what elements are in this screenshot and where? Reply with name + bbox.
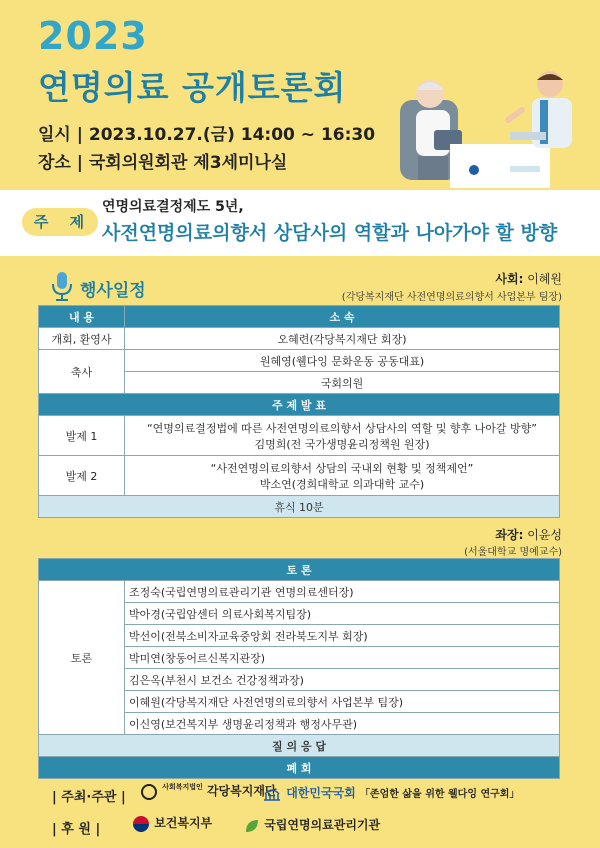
- schedule-table: [38, 305, 560, 518]
- event-title: 연명의료 공개토론회: [38, 68, 347, 107]
- discussion-header: 토 론: [39, 559, 560, 581]
- panelist: 박미연(창동어르신복지관장): [125, 647, 560, 669]
- col-content-header: 내 용: [39, 306, 125, 328]
- break-row: 휴식 10분: [39, 496, 560, 518]
- moderator-label: 사회:: [495, 272, 524, 286]
- org-nibp: [244, 816, 380, 834]
- event-year: 2023: [38, 14, 148, 58]
- col-affil-header: 소 속: [125, 306, 560, 328]
- presentation-label: 발제 1: [39, 416, 125, 456]
- discussion-label: 토론: [39, 581, 125, 735]
- topic-tag: 주 제: [22, 208, 98, 236]
- moderator-name: 이혜원: [527, 272, 562, 286]
- presentation-label: 발제 2: [39, 456, 125, 496]
- panelist: 이신영(보건복지부 생명윤리정책과 행정사무관): [125, 713, 560, 735]
- host-label: | 주최·주관 |: [52, 790, 126, 805]
- chair-affiliation: (서울대학교 명예교수): [464, 547, 562, 558]
- row-value: 오혜련(각당복지재단 회장): [125, 328, 560, 350]
- panelist: 박아경(국립암센터 의료사회복지팀장): [125, 603, 560, 625]
- support-label: | 후 원 |: [52, 822, 101, 837]
- presentation-topic: “연명의료결정법에 따른 사전연명의료의향서 상담사의 역할 및 향후 나아갈 방향”: [146, 421, 538, 435]
- assembly-logo-icon: [262, 786, 282, 802]
- panelist: 김은옥(부천시 보건소 건강정책과장): [125, 669, 560, 691]
- presentation-speaker: 김명희(전 국가생명윤리정책원 원장): [254, 437, 430, 451]
- org-mohw: [132, 814, 212, 833]
- panelist: 이혜원(각당복지재단 사전연명의료의향서 사업본부 팀장): [125, 691, 560, 713]
- chair-label: 좌장:: [495, 528, 524, 542]
- org1-name: 각당복지재단: [206, 784, 277, 798]
- row-label: 축사: [39, 350, 125, 394]
- presentation-header: 주 제 발 표: [39, 394, 560, 416]
- org-assembly: [262, 784, 519, 802]
- topic-line-2: 사전연명의료의향서 상담사의 역할과 나아가야 할 방향: [102, 222, 558, 244]
- presentation-topic: “사전연명의료의향서 상담의 국내외 현황 및 정책제언”: [210, 461, 474, 475]
- row-value: 원혜영(웰다잉 문화운동 공동대표): [125, 350, 560, 372]
- org1-small: 사회복지법인: [162, 783, 203, 791]
- org-gakdang: [140, 782, 277, 801]
- row-value: 국회의원: [125, 372, 560, 394]
- header-area: [0, 0, 600, 190]
- moderator-affiliation: (각당복지재단 사전연명의료의향서 사업본부 팀장): [341, 292, 562, 303]
- row-label: 개회, 환영사: [39, 328, 125, 350]
- event-place: 장소 | 국회의원회관 제3세미나실: [38, 153, 288, 173]
- qa-row: 질 의 응 답: [39, 735, 560, 757]
- leaf-icon: [244, 818, 260, 834]
- moderator: [495, 270, 562, 287]
- discussion-table: [38, 558, 560, 779]
- chair-name: 이윤성: [527, 528, 562, 542]
- presentation-speaker: 박소연(경희대학교 의과대학 교수): [259, 477, 425, 491]
- presentation-content: [125, 416, 560, 456]
- event-datetime: 일시 | 2023.10.27.(금) 14:00 ~ 16:30: [38, 125, 376, 145]
- org5-name: 국립연명의료관리기관: [264, 818, 381, 832]
- presentation-content: [125, 456, 560, 496]
- org4-name: 보건복지부: [154, 816, 213, 830]
- microphone-icon: [48, 270, 76, 302]
- org2-name: 대한민국국회: [286, 786, 356, 800]
- schedule-title: 행사일정: [80, 281, 146, 301]
- panelist: 박선이(전북소비자교육중앙회 전라북도지부 회장): [125, 625, 560, 647]
- discussion-illustration: [390, 70, 590, 190]
- panelist: 조정숙(국립연명의료관리기관 연명의료센터장): [125, 581, 560, 603]
- closing-row: 폐 회: [39, 757, 560, 779]
- taegeuk-icon: [132, 815, 150, 833]
- discussion-chair: [495, 526, 562, 543]
- topic-line-1: 연명의료결정제도 5년,: [102, 199, 244, 215]
- gakdang-logo-icon: [140, 783, 158, 801]
- org3-name: 「존엄한 삶을 위한 웰다잉 연구회」: [359, 789, 520, 800]
